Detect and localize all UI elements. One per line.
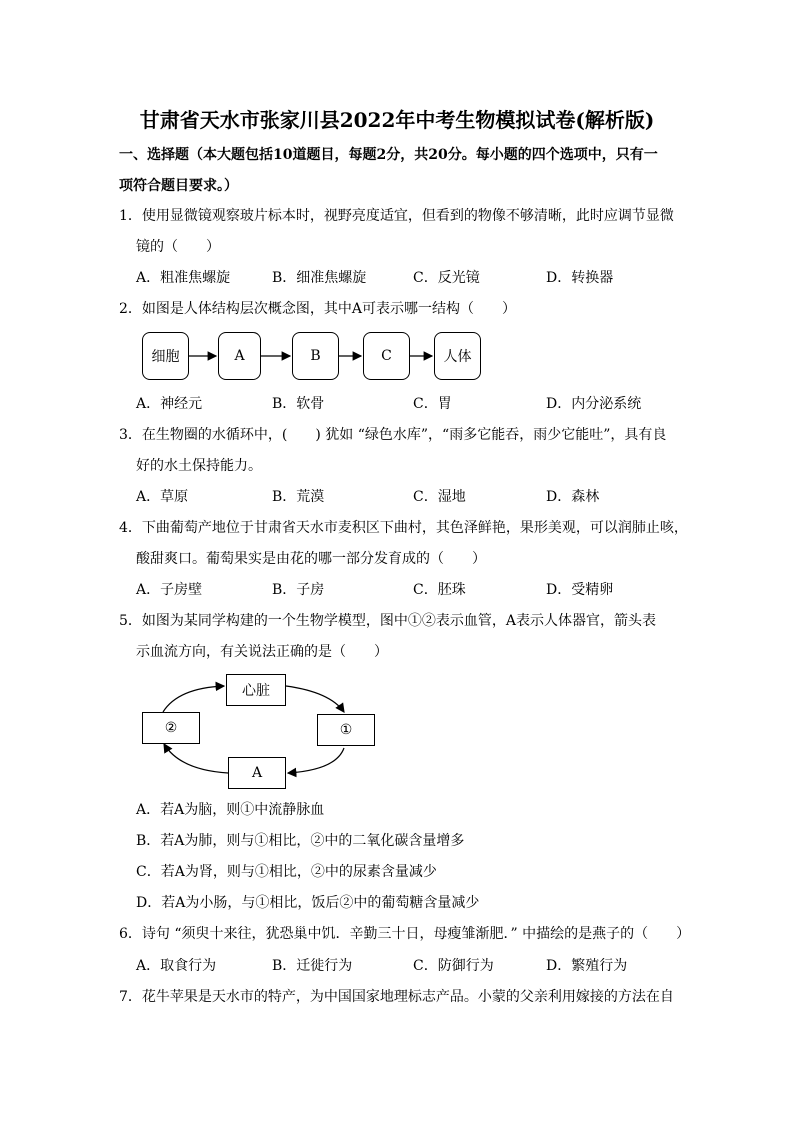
- node-cell: 细胞: [142, 332, 189, 380]
- q1-option-b: B．细准焦螺旋: [272, 270, 367, 286]
- exam-title: 甘肃省天水市张家川县2022年中考生物模拟试卷(解析版): [139, 108, 655, 132]
- arrow-v1-to-organ: [288, 748, 344, 773]
- arrow-v2-to-heart: [163, 686, 224, 712]
- q3-stem-line1: 3．在生物圈的水循环中，( ) 犹如 “绿色水库”，“雨多它能吞，雨少它能吐”，具有良: [119, 427, 667, 443]
- q2-stem: 2．如图是人体结构层次概念图，其中A可表示哪一结构（ ）: [119, 301, 517, 317]
- node-vessel-1: ①: [317, 714, 375, 746]
- q5-option-b: B．若A为肺，则与①相比，②中的二氧化碳含量增多: [136, 833, 465, 849]
- q6-stem: 6．诗句 “须臾十来往，犹恐巢中饥．辛勤三十日，母瘦雏渐肥．” 中描绘的是燕子的（ ）: [119, 926, 691, 942]
- q3-stem-line2: 好的水土保持能力。: [136, 458, 262, 474]
- q4-option-d: D．受精卵: [546, 582, 614, 598]
- q4-stem-line1: 4．下曲葡萄产地位于甘肃省天水市麦积区下曲村，其色泽鲜艳，果形美观，可以润肺止咳，: [119, 520, 688, 536]
- q6-option-a: A．取食行为: [136, 958, 217, 974]
- node-vessel-2: ②: [142, 712, 200, 744]
- q4-option-a: A．子房壁: [136, 582, 203, 598]
- q5-stem-line1: 5．如图为某同学构建的一个生物学模型，图中①②表示血管，A表示人体器官，箭头表: [119, 613, 657, 629]
- arrow-organ-to-v2: [164, 744, 228, 773]
- q3-option-d: D．森林: [546, 489, 600, 505]
- q1-stem-line2: 镜的（ ）: [136, 239, 220, 255]
- q3-option-a: A．草原: [136, 489, 189, 505]
- q4-option-c: C．胚珠: [413, 582, 466, 598]
- node-c: C: [363, 332, 410, 380]
- q2-option-c: C．胃: [413, 396, 452, 412]
- q1-stem-line1: 1．使用显微镜观察玻片标本时，视野亮度适宜，但看到的物像不够清晰，此时应调节显微: [119, 208, 674, 224]
- q4-stem-line2: 酸甜爽口。葡萄果实是由花的哪一部分发育成的（ ）: [136, 551, 486, 567]
- section-heading-line1: 一、选择题（本大题包括10道题目，每题2分，共20分。每小题的四个选项中，只有一: [119, 147, 658, 163]
- arrow-heart-to-v1: [286, 686, 344, 712]
- node-organ-a: A: [228, 757, 286, 789]
- section-heading-line2: 项符合题目要求。）: [119, 178, 238, 194]
- q5-option-a: A．若A为脑，则①中流静脉血: [136, 802, 325, 818]
- q2-option-d: D．内分泌系统: [546, 396, 642, 412]
- q2-option-a: A．神经元: [136, 396, 203, 412]
- q6-option-d: D．繁殖行为: [546, 958, 628, 974]
- q5-stem-line2: 示血流方向，有关说法正确的是（ ）: [136, 644, 388, 660]
- node-heart: 心脏: [226, 674, 286, 706]
- q5-option-d: D．若A为小肠，与①相比，饭后②中的葡萄糖含量减少: [136, 895, 480, 911]
- q1-option-d: D．转换器: [546, 270, 614, 286]
- q3-option-b: B．荒漠: [272, 489, 325, 505]
- q7-stem-line1: 7．花牛苹果是天水市的特产，为中国国家地理标志产品。小蒙的父亲利用嫁接的方法在自: [119, 989, 674, 1005]
- q6-option-b: B．迁徙行为: [272, 958, 353, 974]
- q1-option-c: C．反光镜: [413, 270, 480, 286]
- q6-option-c: C．防御行为: [413, 958, 494, 974]
- q1-option-a: A．粗准焦螺旋: [136, 270, 231, 286]
- node-a: A: [218, 332, 261, 380]
- q3-option-c: C．湿地: [413, 489, 466, 505]
- q5-option-c: C．若A为肾，则与①相比，②中的尿素含量减少: [136, 864, 437, 880]
- node-body: 人体: [434, 332, 481, 380]
- node-b: B: [292, 332, 339, 380]
- q2-option-b: B．软骨: [272, 396, 325, 412]
- q4-option-b: B．子房: [272, 582, 325, 598]
